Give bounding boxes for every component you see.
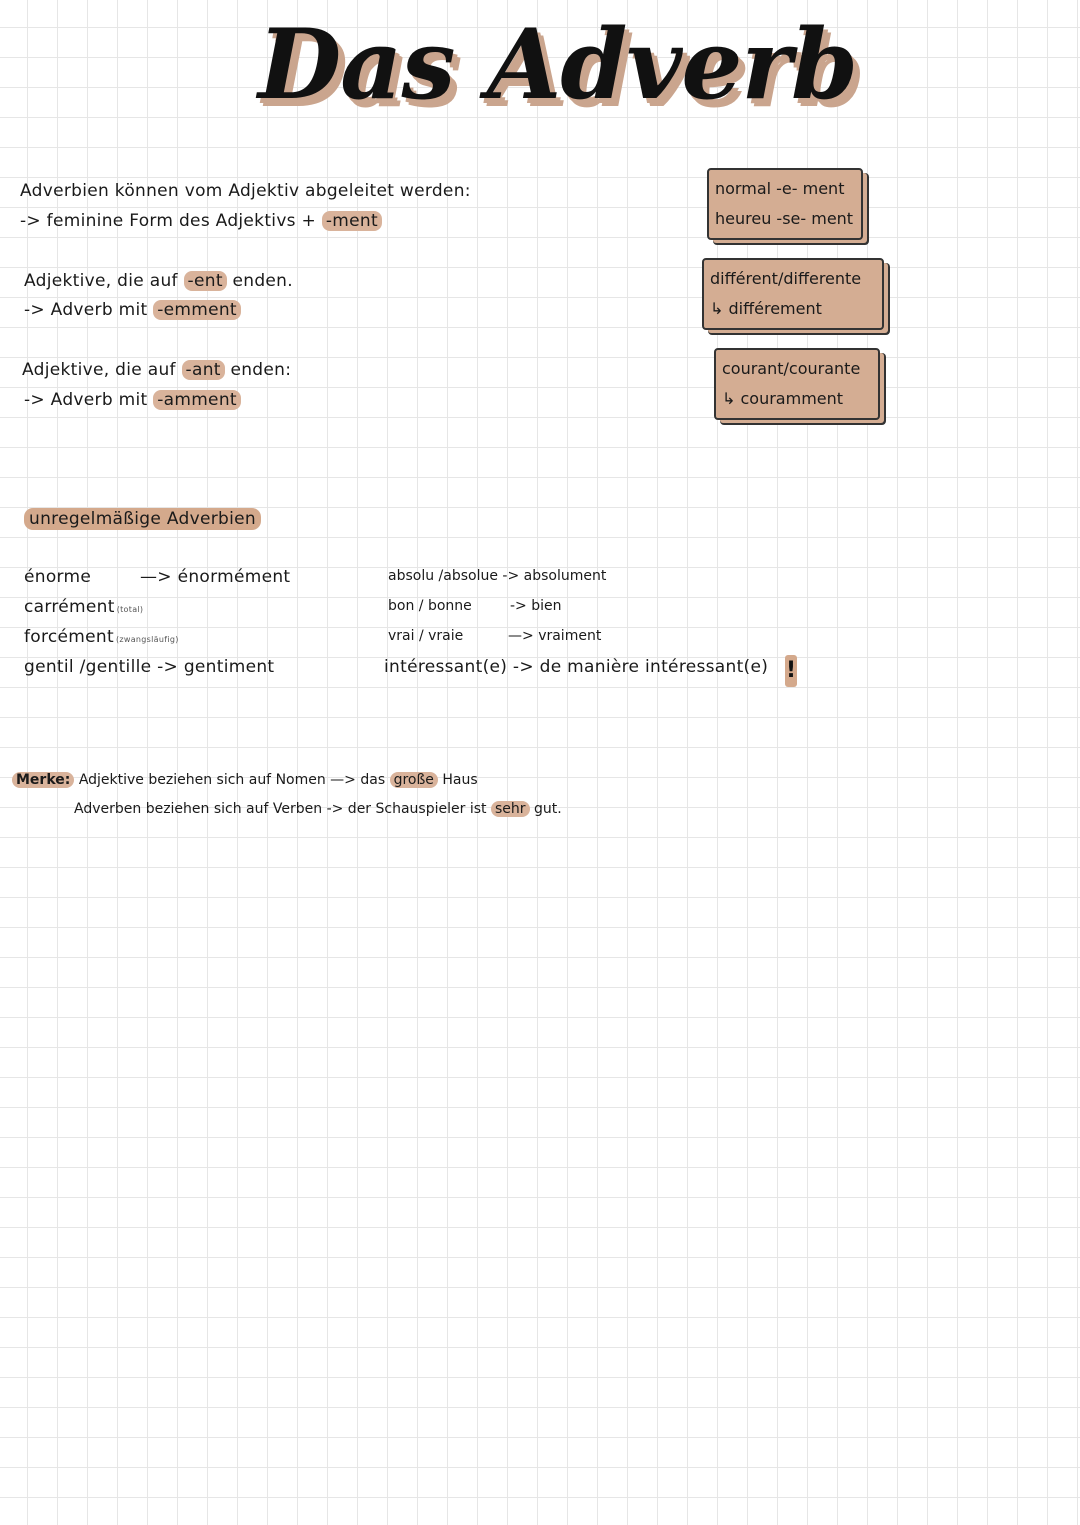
adjective: énorme (24, 567, 92, 587)
translation-note: (zwangsläufig) (115, 635, 179, 644)
example-box-3-line-2: ↳ couramment (722, 389, 844, 408)
irregular-right-row-2-result (510, 598, 562, 614)
example-box-2-line-1: différent/differente (710, 269, 862, 288)
adjective: bon / bonne (388, 598, 472, 614)
adverb: forcément (24, 627, 114, 647)
rule-2-text: Adjektive, die auf (24, 271, 178, 291)
rule-1-line-1: Adverbien können vom Adjektiv abgeleitet werden: (20, 181, 471, 201)
example-box-2-line-2: ↳ différement (710, 299, 822, 318)
arrow: -> (510, 598, 527, 614)
adverb: vraiment (538, 628, 602, 644)
rule-2-suffix-highlight: -emment (153, 300, 241, 320)
arrow: -> (502, 568, 520, 584)
exclamation-mark: ! (785, 655, 797, 687)
rule-1-text: -> feminine Form des Adjektivs + (20, 211, 317, 231)
irregular-right-row-3 (388, 628, 463, 644)
irregular-right-row-4 (384, 657, 768, 677)
adverb: gentiment (183, 657, 275, 677)
merke-highlight-sehr: sehr (491, 801, 530, 817)
page-title: Das Adverb (258, 8, 858, 121)
example-box-1-line-2: heureu -se- ment (715, 209, 854, 228)
merke-highlight-grosse: große (390, 772, 438, 788)
adjective: intéressant(e) (384, 657, 508, 677)
irregular-right-row-2 (388, 598, 472, 614)
rule-2-text-end: enden. (232, 271, 293, 291)
irregular-heading-text: unregelmäßige Adverbien (24, 508, 261, 530)
rule-2-ending-highlight: -ent (184, 271, 227, 291)
rule-3-adverb-text: -> Adverb mit (24, 390, 148, 410)
example-box-3-line-1: courant/courante (722, 359, 861, 378)
rule-3-suffix-highlight: -amment (153, 390, 241, 410)
rule-2-adverb-text: -> Adverb mit (24, 300, 148, 320)
merke-text-end: gut. (533, 801, 562, 817)
irregular-heading (24, 509, 261, 529)
irregular-right-row-1 (388, 568, 606, 584)
adjective: vrai / vraie (388, 628, 464, 644)
merke-line-2 (74, 801, 562, 817)
translation-note: (total) (116, 605, 144, 614)
example-box-different (702, 258, 884, 330)
merke-text: Adverben beziehen sich auf Verben -> der Schauspieler ist (74, 801, 487, 817)
adverb: bien (531, 598, 562, 614)
rule-2-line-1 (24, 271, 293, 291)
rule-1-suffix-highlight: -ment (322, 211, 382, 231)
adverb: de manière intéressant(e) (539, 657, 769, 677)
example-box-normal (707, 168, 863, 240)
merke-label: Merke: (12, 772, 74, 788)
rule-2-line-2 (24, 300, 241, 320)
irregular-left-row-3 (24, 627, 179, 647)
arrow: -> (157, 657, 179, 677)
adverb: énormément (177, 567, 291, 587)
arrow: —> (140, 567, 172, 587)
merke-text-end: Haus (442, 772, 478, 788)
arrow: -> (512, 657, 534, 677)
adverb: absolument (523, 568, 607, 584)
adverb: carrément (24, 597, 115, 617)
irregular-left-row-2 (24, 597, 143, 617)
merke-line-1 (12, 772, 478, 788)
irregular-left-row-4 (24, 657, 274, 677)
example-box-1-line-1: normal -e- ment (715, 179, 845, 198)
rule-3-text: Adjektive, die auf (22, 360, 176, 380)
merke-text: Adjektive beziehen sich auf Nomen —> das (78, 772, 386, 788)
irregular-right-row-3-result (508, 628, 601, 644)
rule-3-line-1 (22, 360, 291, 380)
example-box-courant (714, 348, 880, 420)
arrow: —> (508, 628, 534, 644)
rule-3-text-end: enden: (230, 360, 292, 380)
adjective: absolu /absolue (388, 568, 498, 584)
adjective: gentil /gentille (24, 657, 152, 677)
irregular-left-row-1-result (140, 567, 290, 587)
rule-3-line-2 (24, 390, 241, 410)
irregular-left-row-1 (24, 567, 91, 587)
rule-1-line-2 (20, 211, 382, 231)
rule-3-ending-highlight: -ant (182, 360, 225, 380)
